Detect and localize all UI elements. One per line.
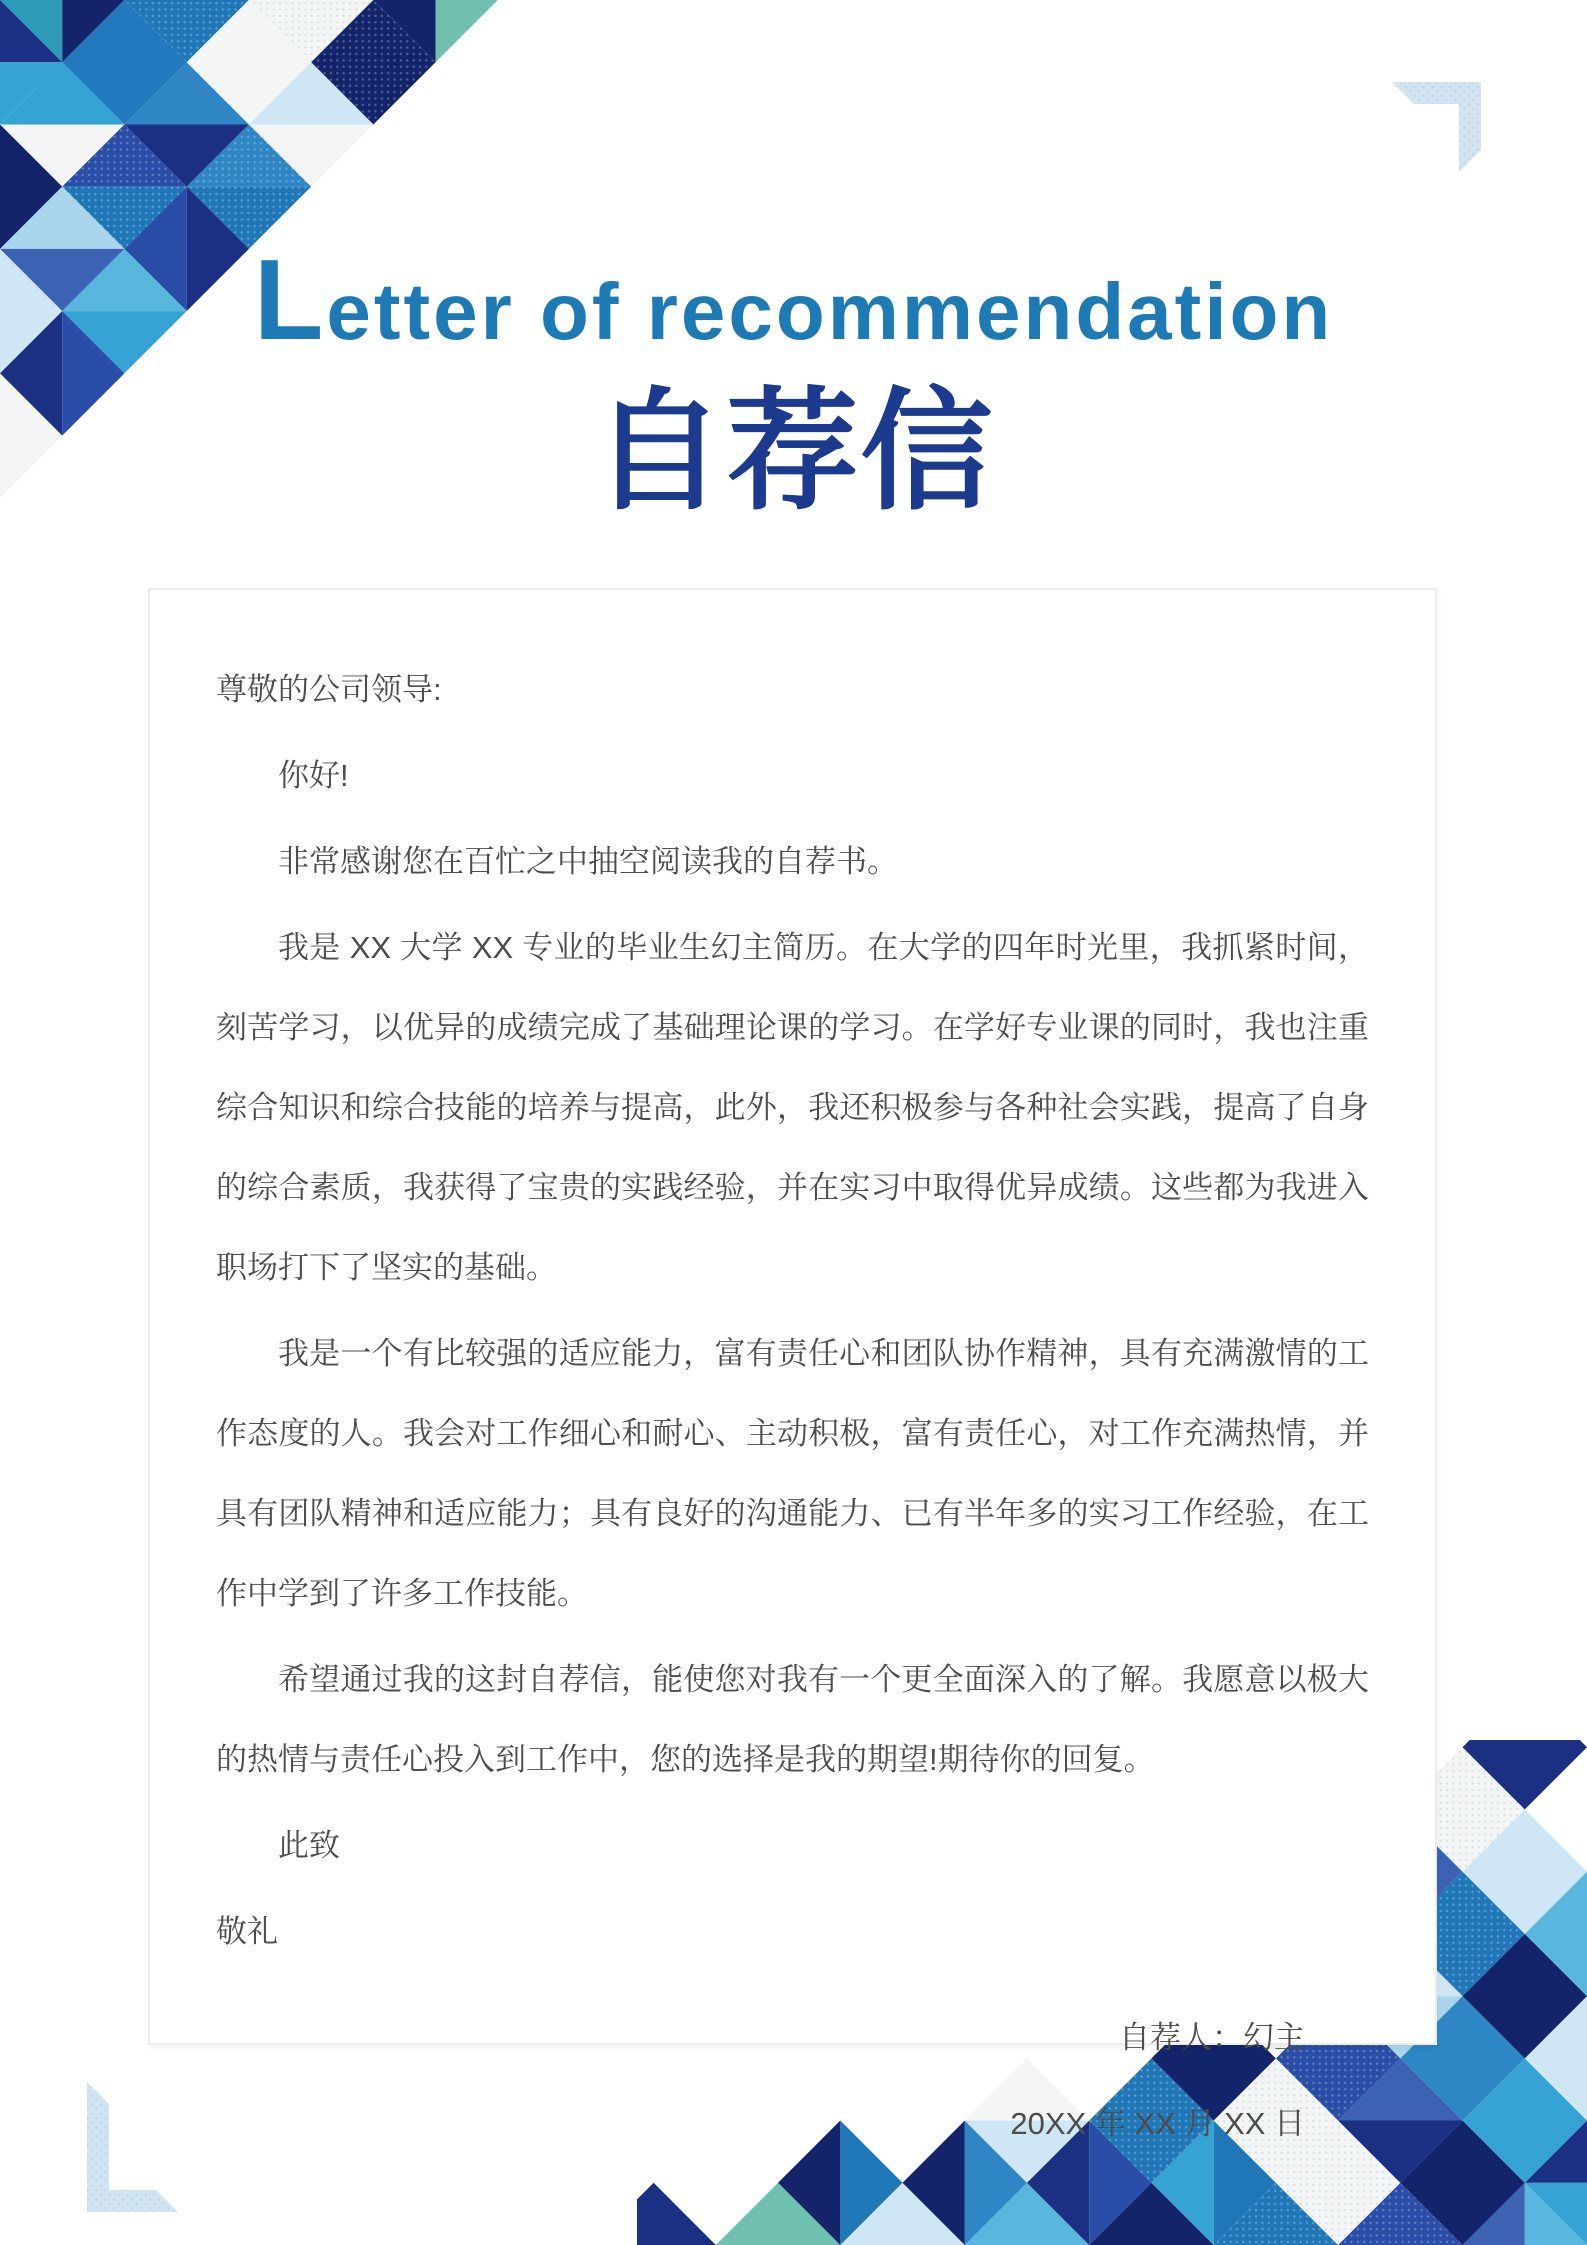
title-rest: etter of recommendation — [326, 267, 1334, 356]
signer-line: 自荐人：幻主 — [1119, 2020, 1305, 2055]
body-paragraph: 希望通过我的这封自荐信，能使您对我有一个更全面深入的了解。我愿意以极大的热情与责任心投入到工作中，您的选择是我的期望!期待你的回复。 — [216, 1662, 1369, 1777]
title-drop-cap: L — [253, 237, 327, 364]
page-title-english — [0, 237, 1587, 364]
date-line: 20XX 年 XX 月 XX 日 — [1010, 2106, 1305, 2141]
body-paragraph: 我是 XX 大学 XX 专业的毕业生幻主简历。在大学的四年时光里，我抓紧时间，刻苦学习，以优异的成绩完成了基础理论课的学习。在学好专业课的同时，我也注重综合知识和综合技能的培养与提高，此外，我还积极参与各种社会实践，提高了自身的综合素质，我获得了宝贵的实践经验，并在实习中取得优异成绩。这些都为我进入职场打下了坚实的基础。 — [216, 930, 1369, 1285]
thanks-line: 非常感谢您在百忙之中抽空阅读我的自荐书。 — [278, 844, 898, 879]
signature-block — [216, 1998, 1369, 2164]
body-paragraph: 我是一个有比较强的适应能力，富有责任心和团队协作精神，具有充满激情的工作态度的人。我会对工作细心和耐心、主动积极，富有责任心，对工作充满热情，并具有团队精神和适应能力；具有良好的沟通能力、已有半年多的实习工作经验，在工作中学到了许多工作技能。 — [216, 1336, 1369, 1611]
corner-bracket-bottom-left-icon — [85, 2080, 180, 2215]
closing-cizhi: 此致 — [278, 1828, 340, 1863]
closing-jingli: 敬礼 — [216, 1914, 278, 1949]
page-title-chinese: 自荐信 — [592, 378, 995, 525]
greeting-line: 你好! — [278, 758, 349, 793]
corner-bracket-top-right-icon — [1390, 80, 1485, 175]
salutation: 尊敬的公司领导: — [216, 672, 442, 707]
letter-card — [148, 588, 1437, 2141]
